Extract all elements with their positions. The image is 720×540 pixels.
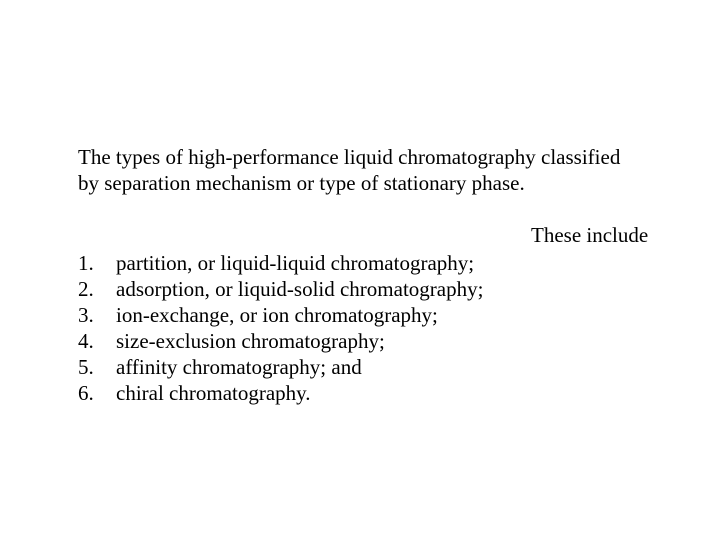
list-item-text: ion-exchange, or ion chromatography; — [116, 303, 438, 327]
list-item — [78, 250, 483, 276]
list-item-number: 2. — [78, 277, 94, 301]
lead-in-text: These include — [531, 223, 649, 247]
list-item-text: size-exclusion chromatography; — [116, 329, 385, 353]
list-item-number: 3. — [78, 303, 94, 327]
list-item — [78, 380, 483, 406]
list-item — [78, 354, 483, 380]
list-item-number: 4. — [78, 329, 94, 353]
list-item — [78, 302, 483, 328]
list-item-text: affinity chromatography; and — [116, 355, 362, 379]
list-item-number: 1. — [78, 251, 94, 275]
list-item — [78, 328, 483, 354]
types-list — [78, 250, 483, 406]
list-item-number: 5. — [78, 355, 94, 379]
list-item-text: chiral chromatography. — [116, 381, 311, 405]
intro-line-2: by separation mechanism or type of stationary phase. — [78, 171, 525, 195]
list-item-text: partition, or liquid-liquid chromatography; — [116, 251, 475, 275]
list-item — [78, 276, 483, 302]
intro-paragraph — [78, 144, 678, 196]
list-item-text: adsorption, or liquid-solid chromatography; — [116, 277, 484, 301]
intro-line-1: The types of high-performance liquid chromatography classified — [78, 145, 621, 169]
list-item-number: 6. — [78, 381, 94, 405]
